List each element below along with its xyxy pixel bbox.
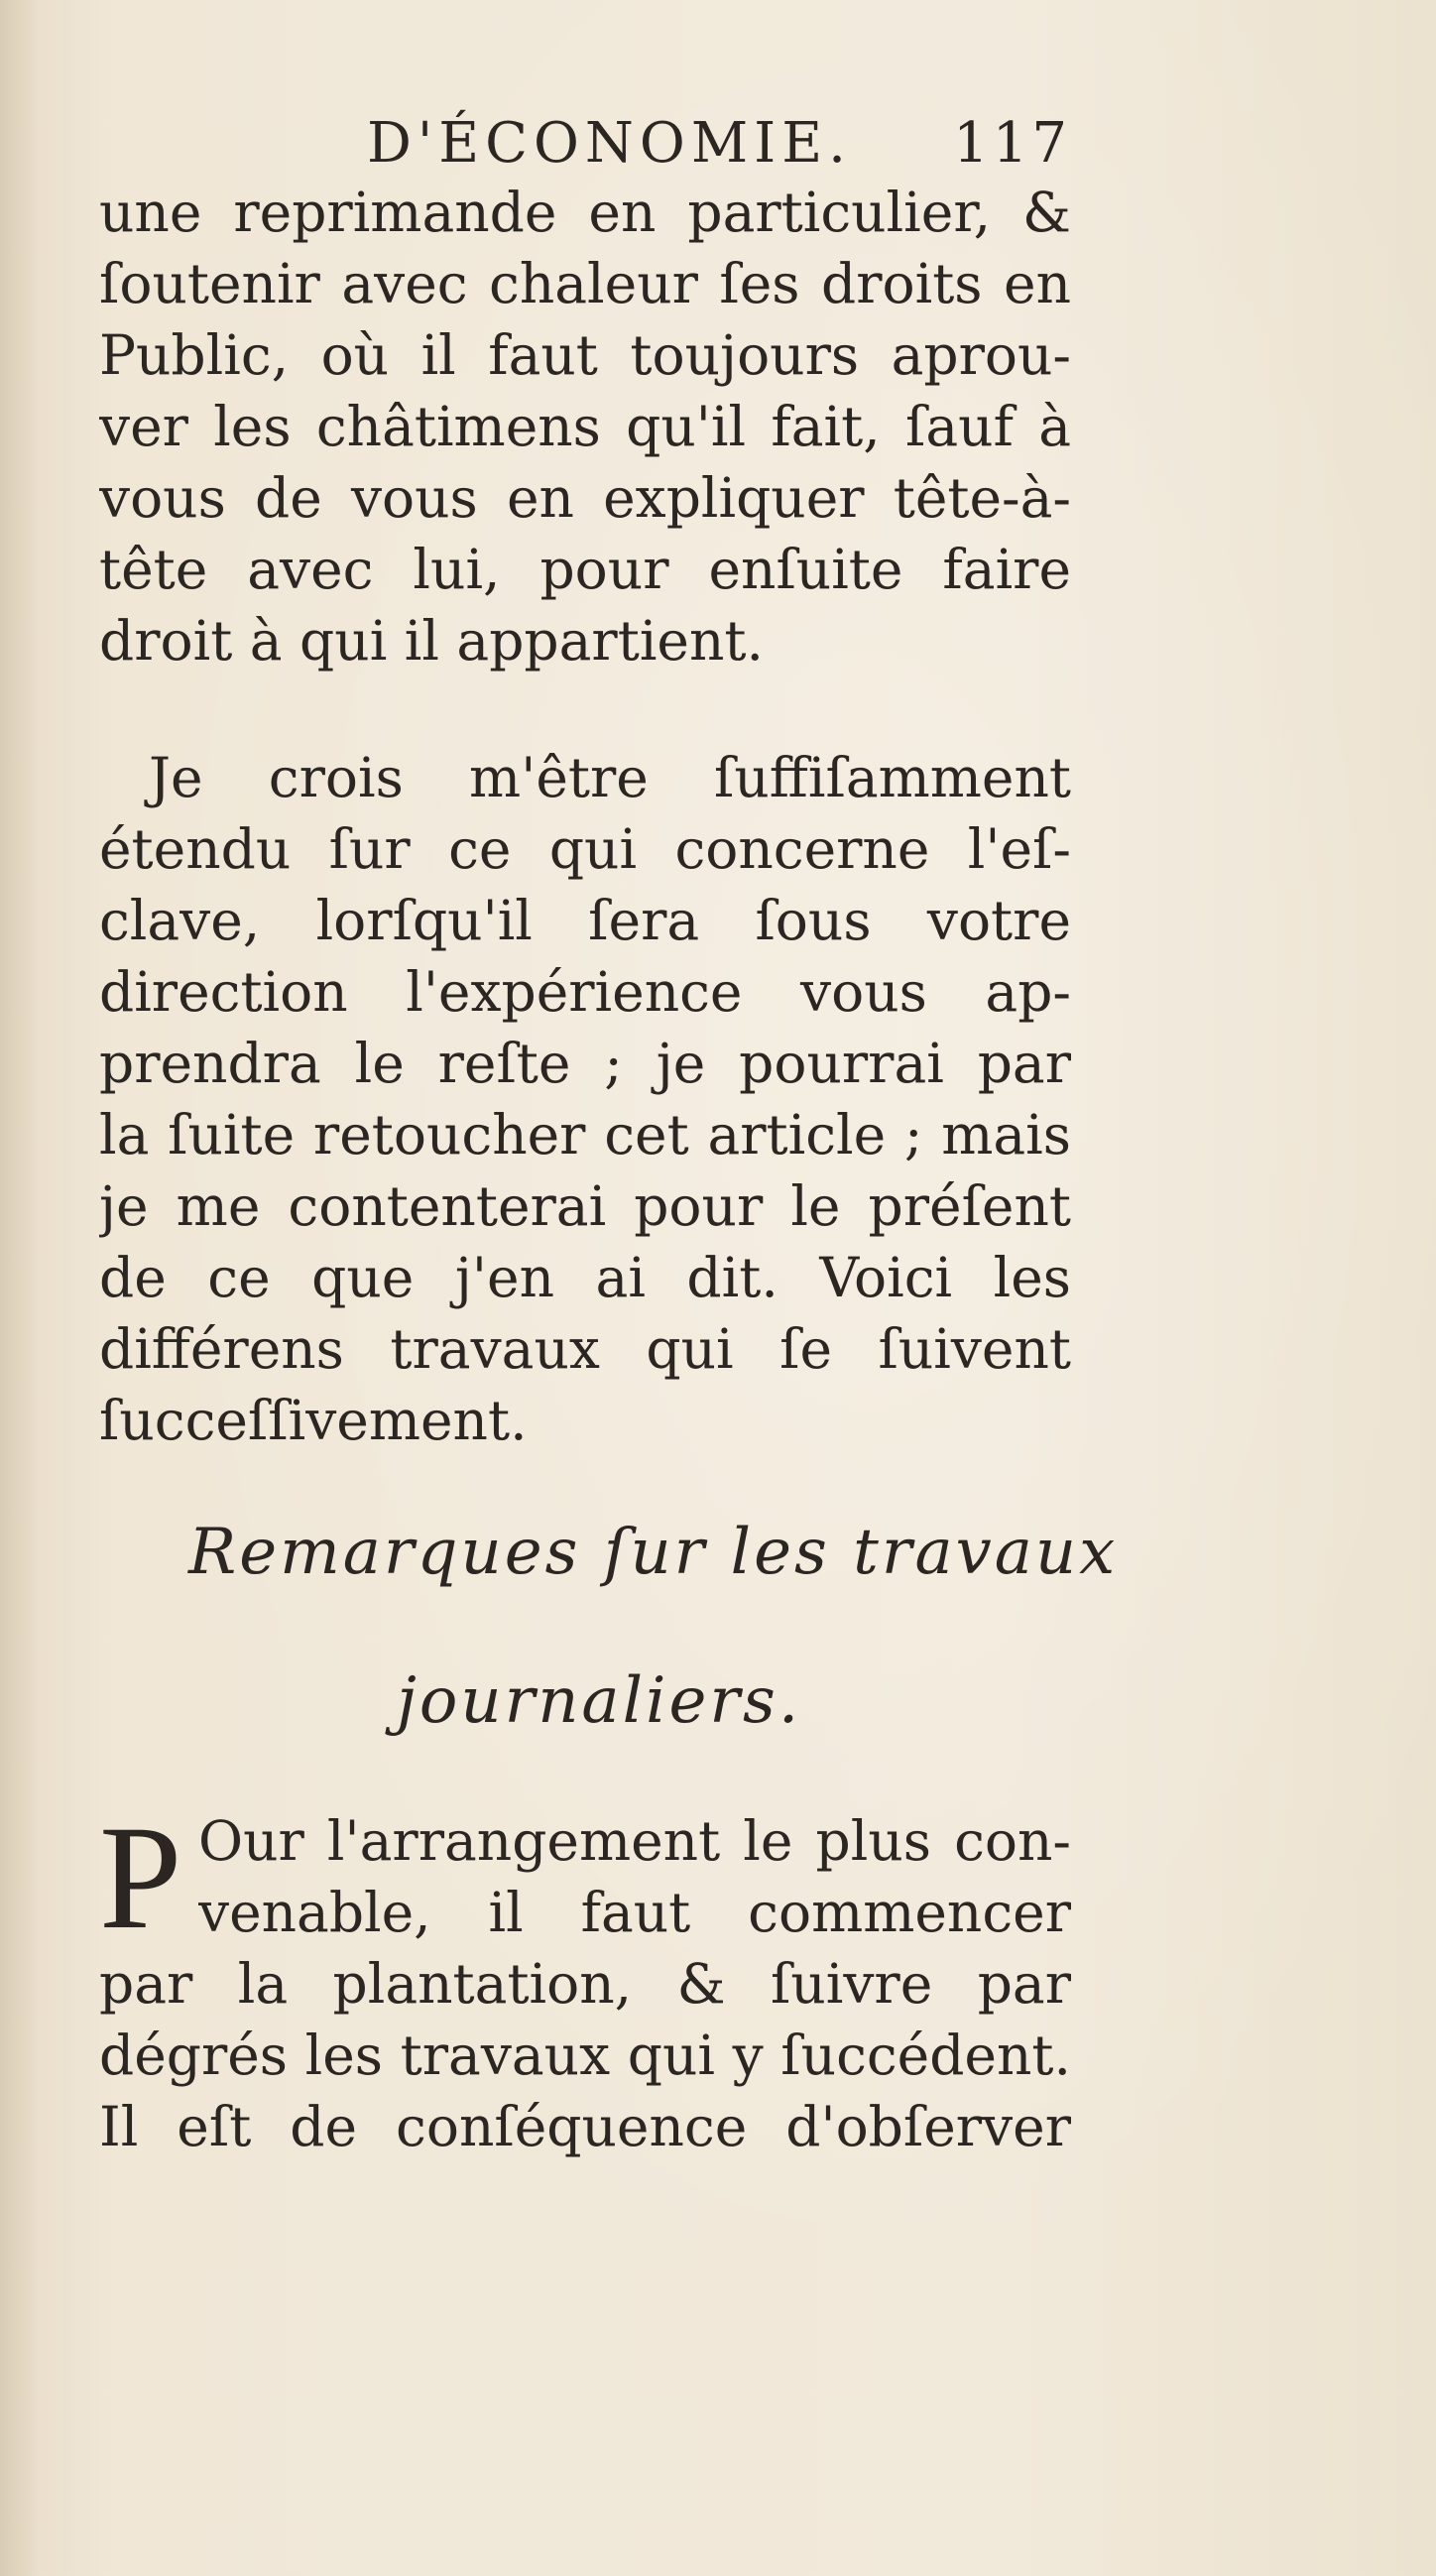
- text-line: tête avec lui, pour enſuite faire: [99, 538, 1071, 601]
- text-line: dégrés les travaux qui y ſuccédent.: [99, 2024, 1071, 2087]
- text-line: ver les châtimens qu'il fait, ſauf à: [99, 395, 1071, 458]
- section-heading-line-1: Remarques ſur les travaux: [188, 1516, 1119, 1589]
- drop-cap-letter: P: [99, 1795, 182, 1960]
- text-line: Il eſt de conſéquence d'obſerver: [99, 2095, 1071, 2158]
- text-line: de ce que j'en ai dit. Voici les: [99, 1246, 1071, 1309]
- text-line: vous de vous en expliquer tête-à-: [99, 466, 1071, 530]
- text-line: prendra le reſte ; je pourrai par: [99, 1032, 1071, 1095]
- paragraph-3: [99, 1795, 1071, 2162]
- text-line: par la plantation, & ſuivre par: [99, 1952, 1071, 2016]
- text-line: je me contenterai pour le préſent: [99, 1174, 1071, 1238]
- paragraph-2: [99, 742, 1071, 1456]
- text-line: venable, il faut commencer: [198, 1881, 1071, 1944]
- section-heading-line-2: journaliers.: [397, 1664, 802, 1738]
- gutter-shadow: [0, 0, 40, 2576]
- text-line: étendu ſur ce qui concerne l'eſ-: [99, 817, 1071, 881]
- running-head: [99, 109, 1071, 179]
- text-line: ſoutenir avec chaleur ſes droits en: [99, 252, 1071, 315]
- text-line: clave, lorſqu'il ſera ſous votre: [99, 889, 1071, 952]
- text-line: une reprimande en particulier, &: [99, 181, 1071, 244]
- text-line: droit à qui il appartient.: [99, 609, 764, 673]
- text-line: ſucceſſivement.: [99, 1389, 528, 1452]
- text-line: Public, où il faut toujours aprou-: [99, 323, 1071, 387]
- text-line: la ſuite retoucher cet article ; mais: [99, 1103, 1071, 1166]
- page-number: 117: [953, 111, 1071, 176]
- paragraph-1: [99, 177, 1071, 676]
- dropcap-block: [99, 1795, 1071, 1960]
- text-line: différens travaux qui ſe ſuivent: [99, 1317, 1071, 1381]
- running-head-title: D'ÉCONOMIE.: [367, 111, 852, 176]
- text-line: Je crois m'être ſuffiſamment: [149, 746, 1071, 809]
- text-line: direction l'expérience vous ap-: [99, 960, 1071, 1024]
- text-line: Our l'arrangement le plus con-: [198, 1809, 1071, 1873]
